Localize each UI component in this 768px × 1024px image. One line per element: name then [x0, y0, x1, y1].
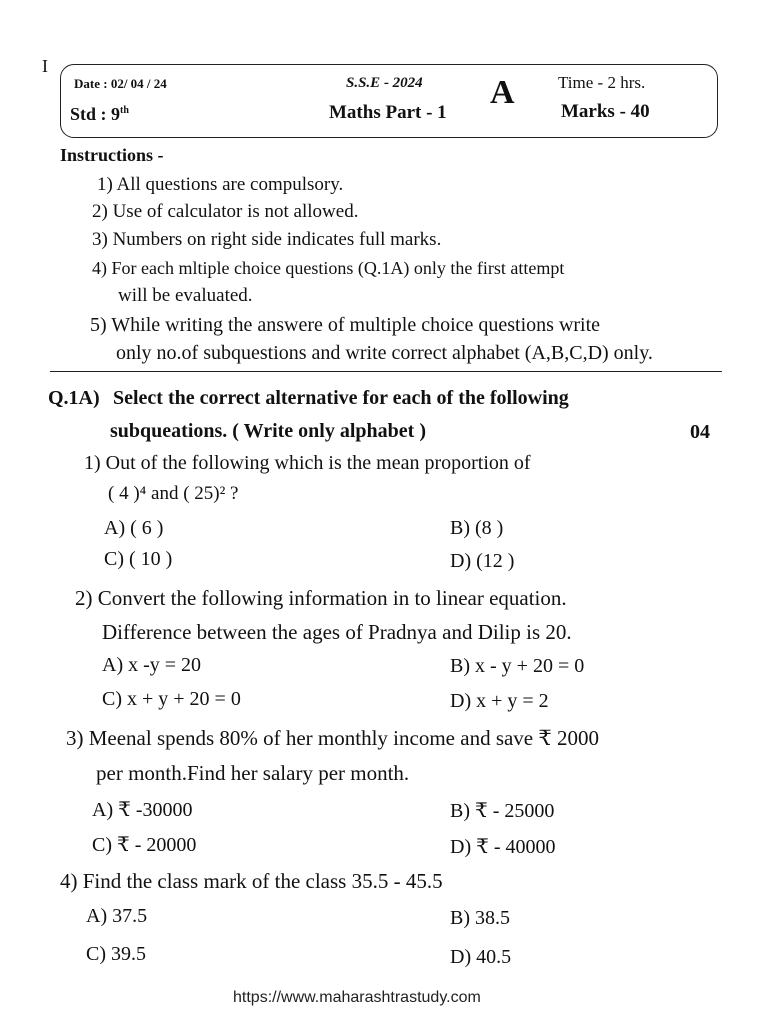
instruction-item: 4) For each mltiple choice questions (Q.1A) only the first attempt: [92, 258, 565, 278]
section-label: Q.1A): [48, 387, 100, 409]
standard: [70, 104, 129, 125]
section-title: Select the correct alternative for each of the following: [113, 387, 569, 409]
exam-date: Date : 02/ 04 / 24: [74, 76, 167, 91]
option-d: D) (12 ): [450, 550, 515, 572]
instruction-item-continued: will be evaluated.: [118, 285, 253, 306]
margin-mark: I: [42, 56, 48, 76]
question-stem: 4) Find the class mark of the class 35.5 - 45.5: [60, 869, 443, 893]
exam-time: Time - 2 hrs.: [558, 73, 646, 92]
question-stem-continued: Difference between the ages of Pradnya and Dilip is 20.: [102, 620, 572, 644]
question-stem: 3) Meenal spends 80% of her monthly income and save ₹ 2000: [66, 726, 599, 750]
option-a: A) x -y = 20: [102, 654, 202, 676]
option-a: A) ₹ -30000: [92, 799, 193, 821]
instruction-item-continued: only no.of subquestions and write correct alphabet (A,B,C,D) only.: [116, 342, 653, 364]
footer-url: https://www.maharashtrastudy.com: [233, 989, 481, 1006]
instruction-item: 3) Numbers on right side indicates full marks.: [92, 229, 442, 250]
section-marks: 04: [690, 421, 710, 443]
instruction-item: 1) All questions are compulsory.: [97, 174, 344, 195]
instruction-item: 5) While writing the answere of multiple choice questions write: [90, 314, 601, 336]
question-stem: 1) Out of the following which is the mean proportion of: [84, 452, 531, 474]
option-d: D) 40.5: [450, 946, 512, 968]
option-a: A) 37.5: [86, 905, 148, 927]
option-a: A) ( 6 ): [104, 517, 164, 539]
standard-label: Std : 9: [70, 104, 121, 124]
instruction-item: 2) Use of calculator is not allowed.: [92, 201, 359, 222]
option-c: C) ( 10 ): [104, 548, 173, 570]
option-c: C) ₹ - 20000: [92, 834, 197, 856]
option-b: B) (8 ): [450, 517, 504, 539]
divider: [50, 371, 722, 372]
standard-sup: th: [120, 105, 129, 116]
section-title-continued: subqueations. ( Write only alphabet ): [110, 420, 426, 442]
instructions-heading: Instructions -: [60, 145, 164, 165]
option-b: B) 38.5: [450, 907, 510, 929]
option-c: C) 39.5: [86, 943, 146, 965]
option-b: B) x - y + 20 = 0: [450, 655, 585, 677]
total-marks: Marks - 40: [561, 101, 650, 122]
option-b: B) ₹ - 25000: [450, 800, 555, 822]
question-stem-continued: ( 4 )⁴ and ( 25)² ?: [108, 483, 239, 504]
question-stem: 2) Convert the following information in to linear equation.: [75, 586, 567, 610]
option-c: C) x + y + 20 = 0: [102, 688, 241, 710]
question-stem-continued: per month.Find her salary per month.: [96, 761, 410, 785]
option-d: D) x + y = 2: [450, 690, 549, 712]
exam-name: S.S.E - 2024: [346, 75, 423, 91]
paper-set: A: [490, 74, 515, 111]
option-d: D) ₹ - 40000: [450, 836, 556, 858]
subject-title: Maths Part - 1: [329, 102, 447, 123]
